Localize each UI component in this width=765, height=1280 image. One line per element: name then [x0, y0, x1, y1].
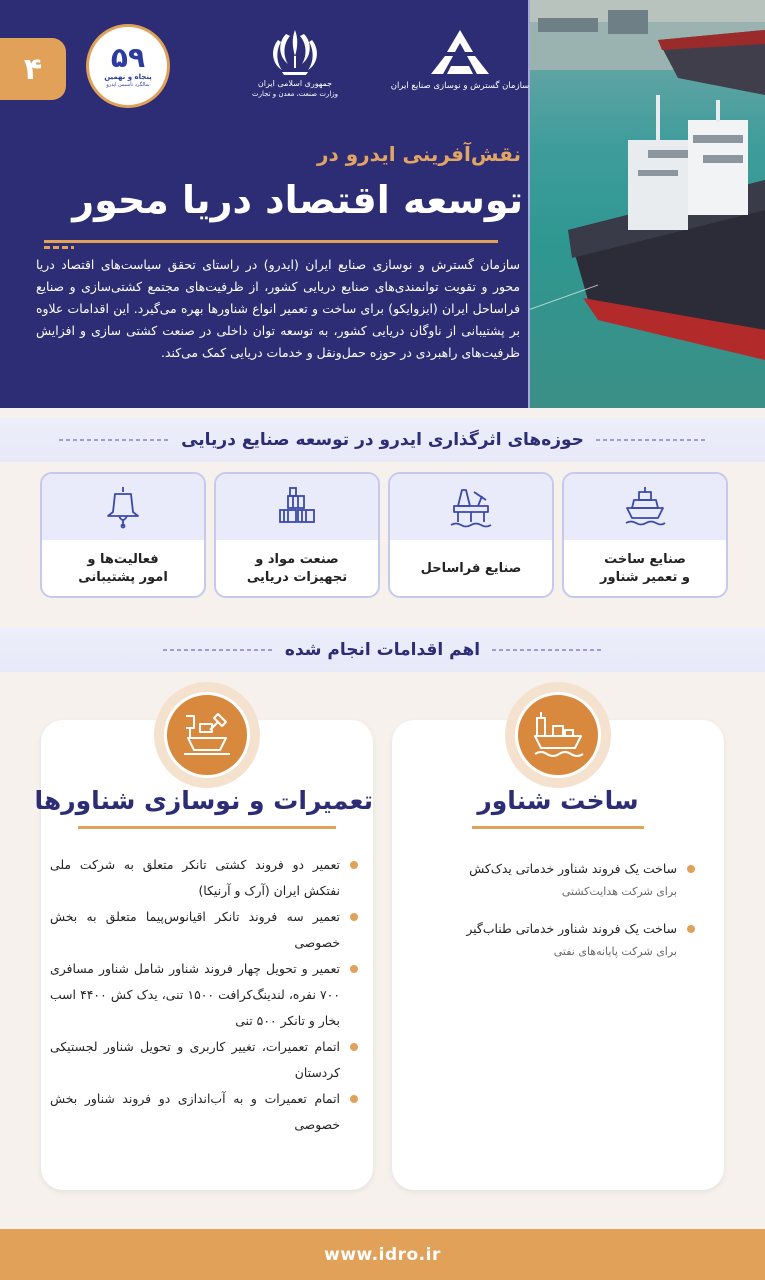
repair-item-text: تعمیر و تحویل چهار فروند شناور شامل شناور مسافری ۷۰۰ نفره، لندینگ‌کرافت ۱۵۰۰ تنی، یدک کش ۴۴۰۰ اسب بخار و تانکر ۵۰۰ تنی: [50, 961, 340, 1028]
anniversary-sub: سالگرد تأسیس ایدرو: [106, 82, 150, 88]
repair-item: [50, 904, 340, 956]
repair-item-text: تعمیر دو فروند کشتی تانکر متعلق به شرکت ملی نفتکش ایران (آرک و آرنیکا): [50, 857, 340, 898]
title-underline: [44, 240, 498, 243]
areas-heading-band: [0, 418, 765, 462]
repair-title-rule: [78, 826, 336, 829]
area-card-materials: [214, 472, 380, 598]
iran-logo-line1: جمهوری اسلامی ایران: [257, 79, 333, 88]
repair-medal-inner: [164, 692, 250, 778]
page-title: توسعه اقتصاد دریا محور: [72, 178, 523, 222]
bullet: [350, 861, 358, 869]
repair-item-text: اتمام تعمیرات، تغییر کاربری و تحویل شناور لجستیکی کردستان: [50, 1039, 340, 1080]
area-card-label-line1: فعالیت‌ها و: [87, 552, 159, 567]
actions-heading: اهم اقدامات انجام شده: [284, 640, 481, 660]
iran-emblem-icon: [268, 26, 322, 78]
heading-dash: [596, 439, 706, 441]
repair-item-text: تعمیر سه فروند تانکر اقیانوس‌پیما متعلق به بخش خصوصی: [50, 909, 340, 950]
footer: [0, 1229, 765, 1280]
repair-item: [50, 1086, 340, 1138]
idro-logo-text: سازمان گسترش و نوسازی صنایع ایران: [390, 81, 530, 91]
idro-logo: [390, 28, 530, 104]
bullet: [687, 865, 695, 873]
ship-icon: [622, 484, 668, 530]
repair-item: [50, 1034, 340, 1086]
heading-dash: [492, 649, 602, 651]
build-item: [441, 916, 677, 962]
ship-photo: [528, 0, 765, 408]
intro-paragraph: سازمان گسترش و نوسازی صنایع ایران (ایدرو) در راستای تحقق سیاست‌های اقتصاد دریا محور و تقویت توانمندی‌های صنایع دریایی کشور، از ظرفیت‌های مجتمع کشتی‌سازی و صنایع فراساحل ایران (ایزوایکو) برای ساخت و تعمیر انواع شناورها بهره می‌گیرد. این اقدامات علاوه بر پشتیبانی از ناوگان دریایی کشور، به توسعه توان داخلی در صنعت کشتی سازی و افزایش ظرفیت‌های راهبردی در حوزه حمل‌ونقل و خدمات دریایی کمک می‌کند.: [36, 257, 520, 360]
area-card-icon-holder: [216, 474, 378, 540]
containers-icon: [274, 484, 320, 530]
bullet: [350, 913, 358, 921]
build-item: [441, 856, 677, 902]
repair-title: تعمیرات و نوسازی شناورها: [34, 786, 373, 815]
build-title-rule: [472, 826, 644, 829]
bullet: [350, 965, 358, 973]
repair-item: [50, 852, 340, 904]
offshore-platform-icon: [448, 484, 494, 530]
iran-emblem-logo: [250, 26, 340, 116]
area-card-label-line2: و تعمیر شناور: [600, 570, 690, 585]
header-banner: [0, 0, 765, 408]
area-card-icon-holder: [564, 474, 726, 540]
area-card-label-line1: صنایع ساخت: [604, 552, 686, 567]
build-item-text: ساخت یک فروند شناور خدماتی یدک‌کش: [469, 861, 677, 876]
actions-heading-band: [0, 628, 765, 672]
repair-item-text: اتمام تعمیرات و به آب‌اندازی دو فروند شناور بخش خصوصی: [50, 1091, 340, 1132]
area-card-icon-holder: [390, 474, 552, 540]
heading-dash: [59, 439, 169, 441]
bell-icon: [100, 484, 146, 530]
page-number: ۴: [23, 51, 43, 87]
build-title: ساخت شناور: [477, 786, 639, 815]
anniversary-number: ۵۹: [110, 41, 146, 74]
ship-repair-icon: [180, 708, 234, 762]
area-card-label-line2: امور پشتیبانی: [78, 570, 168, 585]
shipbuilding-icon: [531, 708, 585, 762]
area-card-shipbuilding: [562, 472, 728, 598]
area-card-label: [42, 540, 204, 598]
ship-photo-illustration: [528, 0, 765, 408]
anniversary-logo: [86, 24, 170, 108]
areas-heading: حوزه‌های اثرگذاری ایدرو در توسعه صنایع دریایی: [181, 430, 584, 450]
area-card-label-line1: صنعت مواد و: [255, 552, 339, 567]
build-medal-inner: [515, 692, 601, 778]
bullet: [687, 925, 695, 933]
area-card-support: [40, 472, 206, 598]
idro-triangle-icon: [429, 28, 491, 80]
area-card-label-line1: صنایع فراساحل: [420, 561, 522, 576]
area-card-label: [564, 540, 726, 598]
area-card-label: [390, 540, 552, 598]
area-card-icon-holder: [42, 474, 204, 540]
iran-logo-line2: وزارت صنعت، معدن و تجارت: [251, 90, 339, 98]
areas-cards: [38, 472, 728, 600]
repair-medal: [154, 682, 260, 788]
bullet: [350, 1095, 358, 1103]
build-item-note: برای شرکت هدایت‌کشتی: [561, 885, 677, 898]
build-item-text: ساخت یک فروند شناور خدماتی طناب‌گیر: [466, 921, 677, 936]
bullet: [350, 1043, 358, 1051]
heading-dash: [163, 649, 273, 651]
area-card-label: [216, 540, 378, 598]
build-item-note: برای شرکت پایانه‌های نفتی: [553, 945, 677, 958]
title-underline-dots: [44, 246, 74, 249]
build-medal: [505, 682, 611, 788]
repair-item: [50, 956, 340, 1034]
area-card-offshore: [388, 472, 554, 598]
website-link[interactable]: www.idro.ir: [324, 1244, 441, 1265]
area-card-label-line2: تجهیزات دریایی: [246, 570, 348, 585]
header-subtitle: نقش‌آفرینی ایدرو در: [316, 142, 521, 166]
page-number-badge: [0, 38, 66, 100]
anniversary-caption: پنجاه و نهمین: [104, 73, 152, 81]
